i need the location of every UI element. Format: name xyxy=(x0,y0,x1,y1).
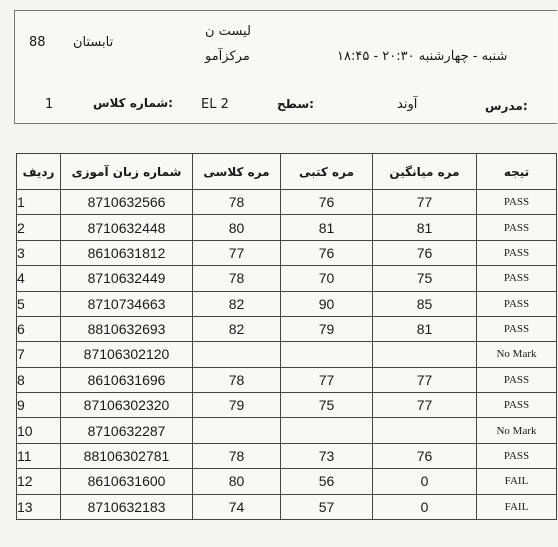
cell-written-score: 75 xyxy=(281,393,373,418)
cell-result: PASS xyxy=(477,291,557,316)
table-row xyxy=(17,342,557,367)
level-label: سطح: xyxy=(277,97,314,111)
table-row xyxy=(17,367,557,392)
cell-result: PASS xyxy=(477,240,557,265)
cell-class-score: 78 xyxy=(193,266,281,291)
teacher-label: مدرس: xyxy=(485,99,528,113)
list-title: لیست ن xyxy=(205,24,251,39)
class-info-header xyxy=(14,10,557,124)
cell-student-id: 8710632448 xyxy=(61,215,193,240)
cell-average-score: 0 xyxy=(373,494,477,520)
cell-row-number: 11 xyxy=(17,443,61,468)
cell-row-number: 13 xyxy=(17,494,61,520)
cell-written-score: 56 xyxy=(281,469,373,494)
cell-average-score: 81 xyxy=(373,316,477,341)
cell-average-score: 0 xyxy=(373,469,477,494)
cell-row-number: 1 xyxy=(17,190,61,215)
center-name: مرکزآمو xyxy=(205,49,250,64)
table-row xyxy=(17,469,557,494)
cell-row-number: 3 xyxy=(17,240,61,265)
cell-student-id: 8710734663 xyxy=(61,291,193,316)
cell-result: FAIL xyxy=(477,469,557,494)
table-row xyxy=(17,291,557,316)
cell-average-score: 81 xyxy=(373,215,477,240)
table-row xyxy=(17,418,557,443)
table-row xyxy=(17,316,557,341)
cell-student-id: 8710632183 xyxy=(61,494,193,520)
teacher-name: آوند xyxy=(397,97,418,112)
cell-class-score xyxy=(193,418,281,443)
cell-class-score: 82 xyxy=(193,316,281,341)
cell-written-score: 70 xyxy=(281,266,373,291)
cell-class-score: 80 xyxy=(193,469,281,494)
cell-written-score: 79 xyxy=(281,316,373,341)
cell-row-number: 4 xyxy=(17,266,61,291)
table-header-row xyxy=(17,154,557,190)
level-value: EL 2 xyxy=(201,97,229,112)
cell-result: FAIL xyxy=(477,494,557,520)
cell-row-number: 5 xyxy=(17,291,61,316)
cell-result: PASS xyxy=(477,215,557,240)
cell-average-score: 75 xyxy=(373,266,477,291)
cell-class-score: 74 xyxy=(193,494,281,520)
table-row xyxy=(17,266,557,291)
cell-student-id: 88106302781 xyxy=(61,443,193,468)
cell-average-score xyxy=(373,342,477,367)
table-row xyxy=(17,393,557,418)
cell-row-number: 2 xyxy=(17,215,61,240)
cell-average-score: 76 xyxy=(373,240,477,265)
col-class-score-header: مره کلاسی xyxy=(193,154,281,190)
cell-average-score: 77 xyxy=(373,393,477,418)
cell-result: PASS xyxy=(477,367,557,392)
col-row-header: ردیف xyxy=(17,154,61,190)
cell-class-score: 78 xyxy=(193,443,281,468)
cell-written-score xyxy=(281,418,373,443)
cell-average-score xyxy=(373,418,477,443)
student-count: 88 xyxy=(29,35,46,50)
cell-result: PASS xyxy=(477,190,557,215)
cell-row-number: 6 xyxy=(17,316,61,341)
table-row xyxy=(17,494,557,520)
class-schedule: شنبه - چهارشنبه ۲۰:۳۰ - ۱۸:۴۵ xyxy=(337,49,508,64)
cell-result: PASS xyxy=(477,393,557,418)
cell-student-id: 8610631812 xyxy=(61,240,193,265)
cell-student-id: 8710632566 xyxy=(61,190,193,215)
cell-class-score: 82 xyxy=(193,291,281,316)
cell-average-score: 77 xyxy=(373,367,477,392)
class-number-value: 1 xyxy=(45,97,54,112)
cell-student-id: 87106302320 xyxy=(61,393,193,418)
cell-student-id: 8810632693 xyxy=(61,316,193,341)
cell-student-id: 8710632449 xyxy=(61,266,193,291)
cell-row-number: 10 xyxy=(17,418,61,443)
cell-student-id: 8610631600 xyxy=(61,469,193,494)
cell-class-score xyxy=(193,342,281,367)
cell-class-score: 80 xyxy=(193,215,281,240)
cell-written-score: 90 xyxy=(281,291,373,316)
class-number-label: شماره کلاس: xyxy=(93,96,173,110)
cell-result: No Mark xyxy=(477,418,557,443)
cell-result: No Mark xyxy=(477,342,557,367)
cell-class-score: 77 xyxy=(193,240,281,265)
col-result-header: تیجه xyxy=(477,154,557,190)
cell-student-id: 8610631696 xyxy=(61,367,193,392)
cell-result: PASS xyxy=(477,443,557,468)
col-average-score-header: مره میانگین xyxy=(373,154,477,190)
cell-average-score: 76 xyxy=(373,443,477,468)
cell-class-score: 78 xyxy=(193,367,281,392)
cell-average-score: 85 xyxy=(373,291,477,316)
season: تابستان xyxy=(73,35,114,50)
cell-class-score: 79 xyxy=(193,393,281,418)
cell-written-score: 57 xyxy=(281,494,373,520)
cell-row-number: 8 xyxy=(17,367,61,392)
table-row xyxy=(17,215,557,240)
col-written-score-header: مره کتبی xyxy=(281,154,373,190)
cell-student-id: 87106302120 xyxy=(61,342,193,367)
table-row xyxy=(17,443,557,468)
cell-average-score: 77 xyxy=(373,190,477,215)
cell-row-number: 9 xyxy=(17,393,61,418)
cell-written-score xyxy=(281,342,373,367)
table-row xyxy=(17,240,557,265)
cell-row-number: 7 xyxy=(17,342,61,367)
cell-written-score: 81 xyxy=(281,215,373,240)
cell-written-score: 76 xyxy=(281,190,373,215)
table-row xyxy=(17,190,557,215)
cell-class-score: 78 xyxy=(193,190,281,215)
col-student-id-header: شماره زبان آموزی xyxy=(61,154,193,190)
cell-written-score: 76 xyxy=(281,240,373,265)
cell-written-score: 77 xyxy=(281,367,373,392)
cell-row-number: 12 xyxy=(17,469,61,494)
grades-table xyxy=(16,153,557,520)
cell-written-score: 73 xyxy=(281,443,373,468)
cell-student-id: 8710632287 xyxy=(61,418,193,443)
cell-result: PASS xyxy=(477,266,557,291)
cell-result: PASS xyxy=(477,316,557,341)
